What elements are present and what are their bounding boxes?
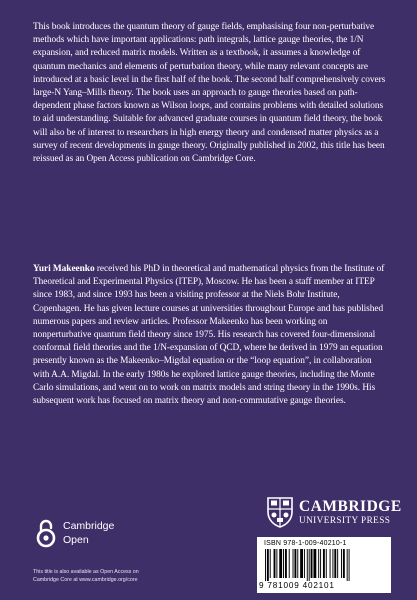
open-access-note-line-2: Cambridge Core at www.cambridge.org/core [33,577,138,583]
open-access-lock-icon [33,518,59,548]
barcode-bar [311,549,313,578]
barcode-bars [263,549,385,581]
cambridge-open-label-2: Open [63,534,89,546]
barcode-bar [285,549,287,578]
open-access-note-line-1: This title is also available as Open Access on [33,569,139,575]
barcode-bar [343,549,345,578]
barcode-bar [270,549,271,578]
barcode-bar [337,549,338,578]
barcode-bar [334,549,336,578]
barcode-bar [320,549,321,578]
barcode-bar [307,549,308,581]
barcode-bar [279,549,282,578]
barcode-bar [304,549,305,578]
author-name: Yuri Makeenko [33,264,95,274]
author-biography [33,263,388,408]
barcode-bar [341,549,342,578]
barcode-bar [294,549,296,578]
publisher-name: CAMBRIDGE [299,498,402,515]
barcode-bar [276,549,277,578]
barcode-bar [283,549,284,578]
author-biography-text: received his PhD in theoretical and mathematical physics from the Institute of Theoretical and Experimental Physics (ITEP), Moscow. He has been a staff member at ITEP since 1983, and since 1993 has been a visiting professor at the Niels Bohr Institute, Copenhagen. He has given lecture courses at universities throughout Europe and has published numerous papers and review articles. Professor Makeenko has been working on nonperturbative quantum field theory since 1975. His research has covered four-dimensional conformal field theories and the 1/N-expansion of QCD, where he derived in 1979 an equation presently known as the Makeenko–Migdal equation or the “loop equation”, in collaboration with A.A. Migdal. In the early 1980s he explored lattice gauge theories, including the Monte Carlo simulations, and went on to work on matrix models and string theory in the 1990s. His subsequent work has focused on matrix theory and non-commutative gauge theories. [33,264,385,407]
cambridge-open-label-1: Cambridge [63,520,115,532]
barcode-digits: 9 781009 402101 [259,581,335,590]
cambridge-shield-icon [266,496,294,528]
barcode-bar [267,549,269,581]
barcode-bar [293,549,294,578]
publisher-subtitle: UNIVERSITY PRESS [299,515,391,525]
book-description-text: This book introduces the quantum theory of gauge fields, emphasising four non-perturbative methods which have important applications: path integrals, lattice gauge theories, the 1/N expansion, and reduced matrix models. Written as a textbook, it assumes a knowledge of quantum mechanics and elements of perturbation theory, while many relevant concepts are introduced at a basic level in the first half of the book. The second half comprehensively covers large-N Yang–Mills theory. The book uses an approach to gauge theories based on path-dependent phase factors known as Wilson loops, and contains problems with detailed solutions to aid understanding. Suitable for advanced graduate courses in quantum field theory, the book will also be of interest to researchers in high energy theory and condensed matter physics as a survey of recent developments in gauge theory. Originally published in 2002, this title has been reissued as an Open Access publication on Cambridge Core. [33,22,386,165]
cambridge-open-logo [33,518,173,560]
book-description [33,21,388,166]
barcode-bar [323,549,325,578]
author-biography-paragraph [33,263,388,408]
open-access-note [33,568,243,584]
barcode-bar [265,549,266,581]
barcode-bar [297,549,298,578]
barcode-bar [349,549,350,581]
barcode-bar [326,549,327,578]
barcode-bar [318,549,319,578]
barcode-bar [309,549,310,581]
barcode-bar [313,549,316,578]
barcode-bar [289,549,290,578]
isbn-barcode [257,537,391,593]
barcode-bar [300,549,303,578]
barcode-bar [347,549,348,581]
isbn-label: ISBN 978-1-009-40210-1 [264,540,347,547]
barcode-bar [274,549,276,578]
barcode-bar [332,549,333,578]
cambridge-university-press-logo [266,496,406,530]
barcode-bar [330,549,331,578]
